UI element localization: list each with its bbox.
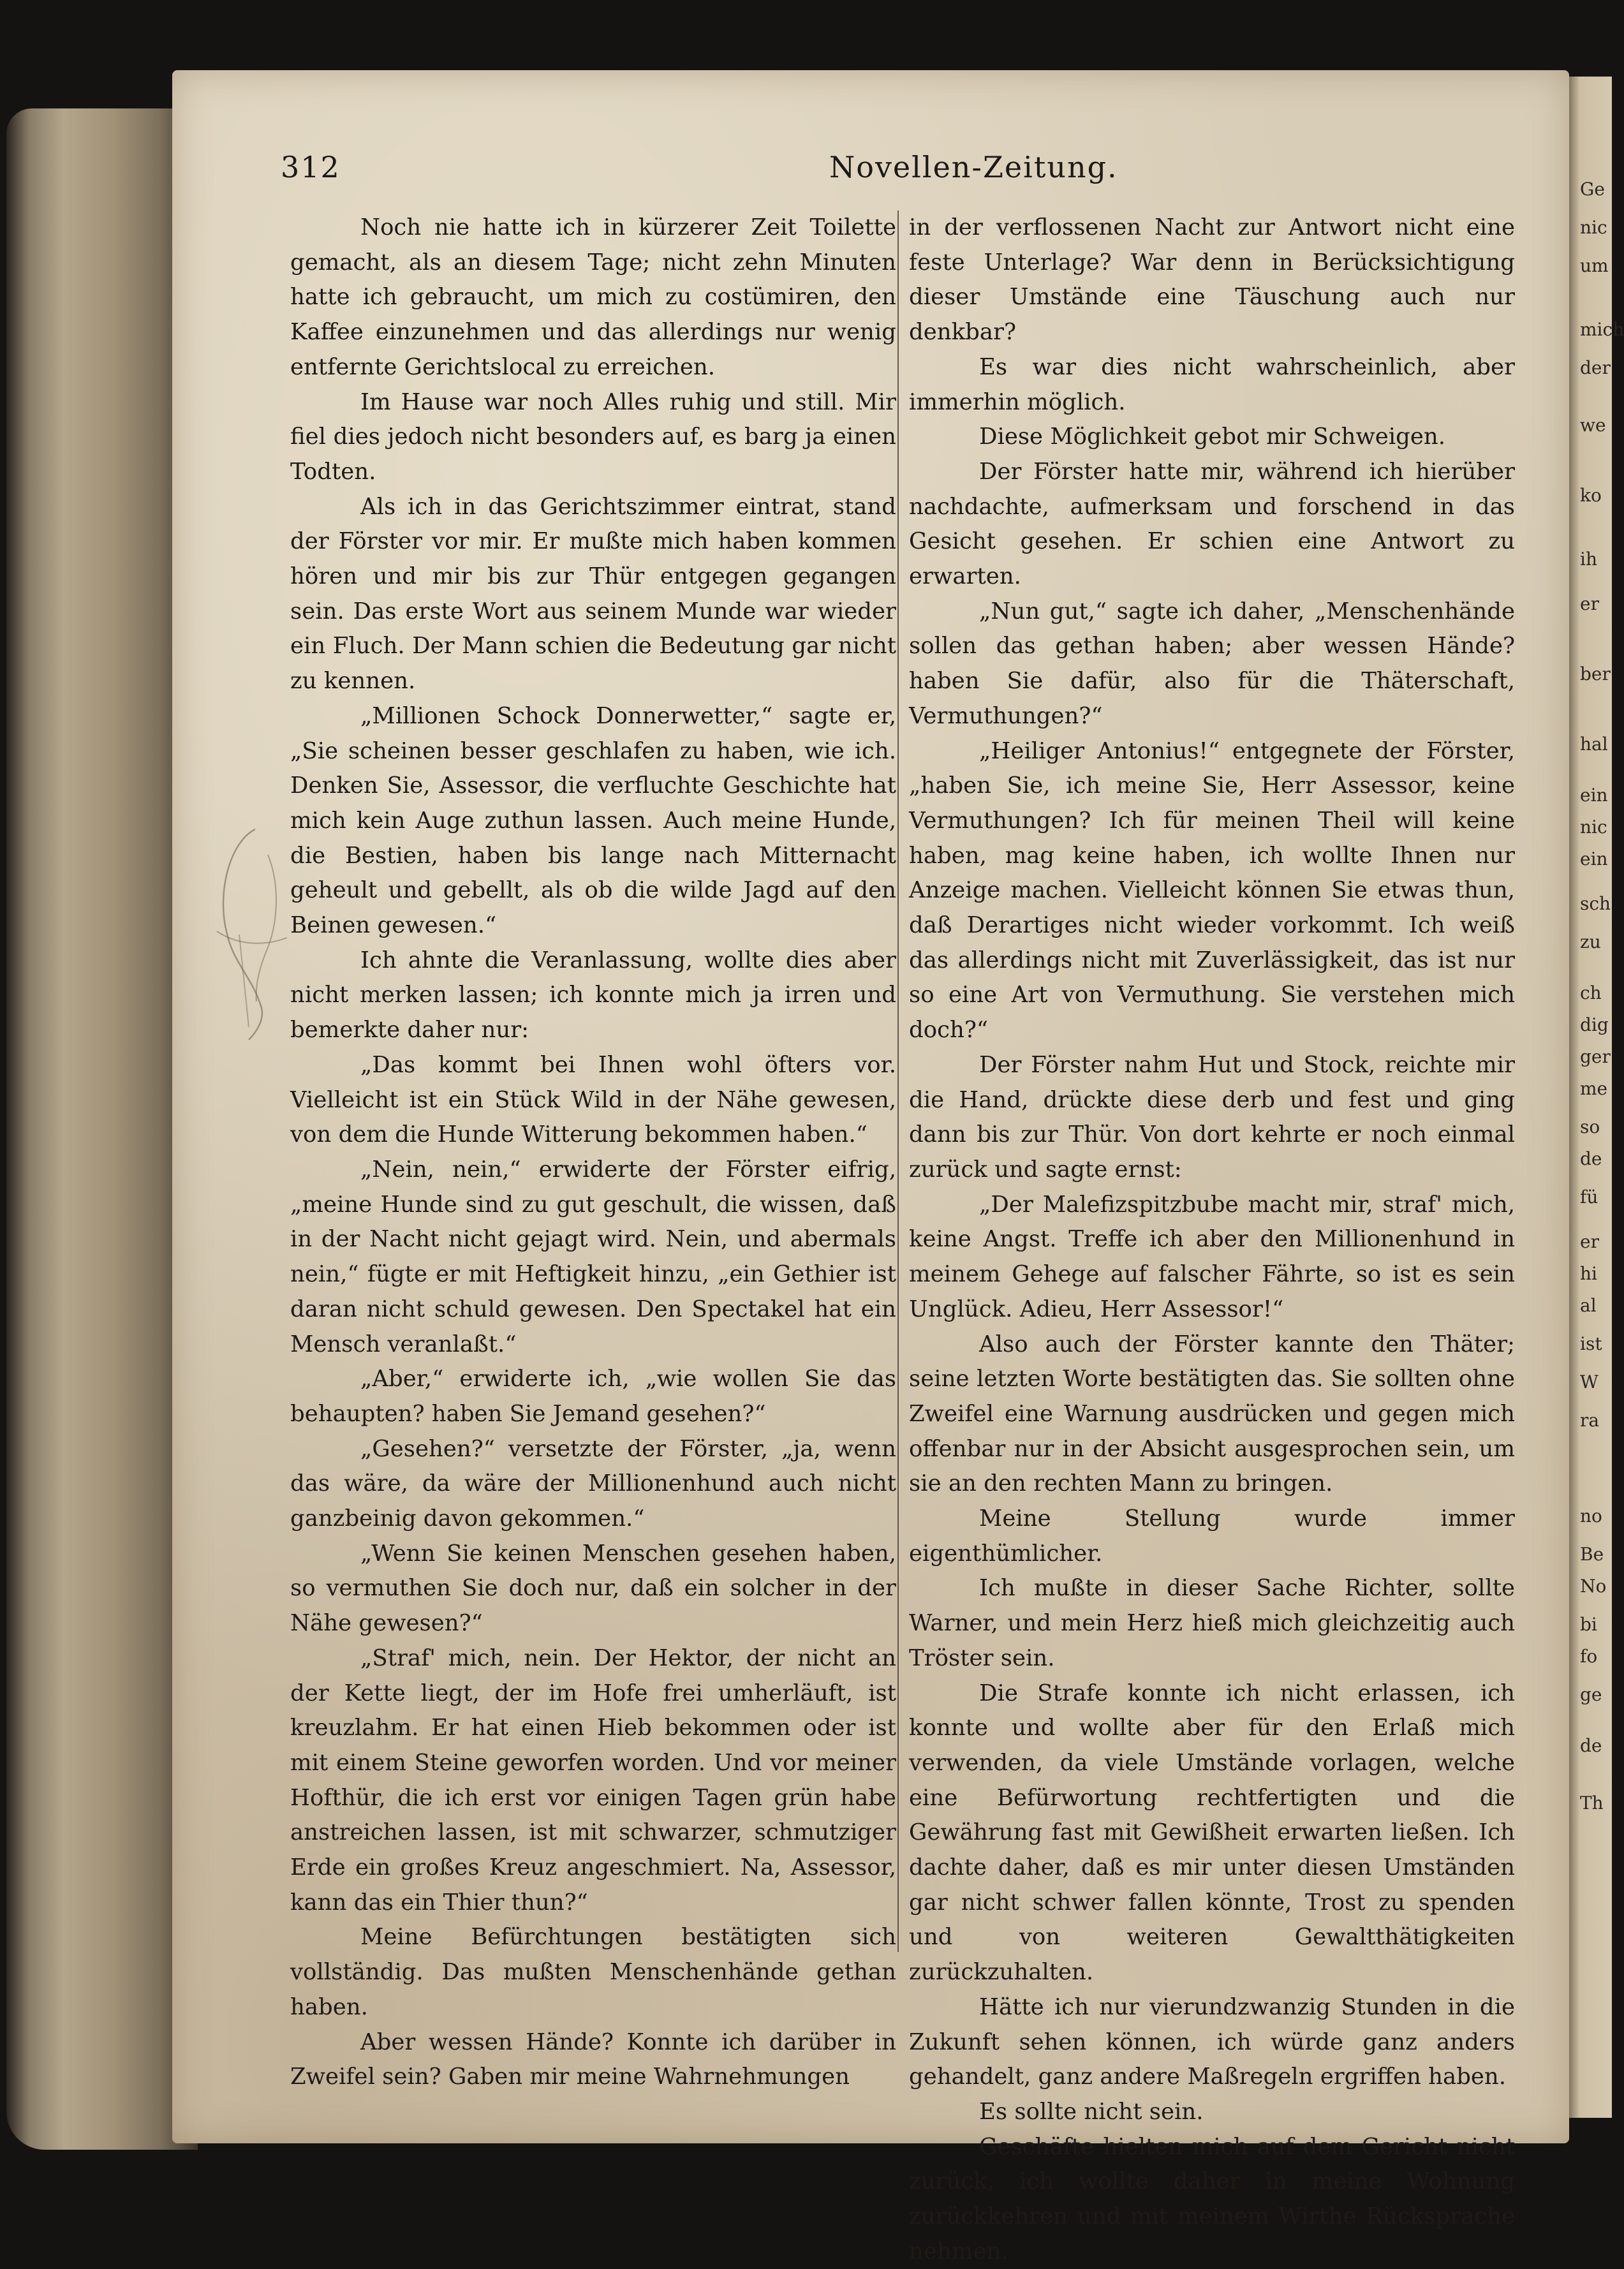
next-page-fragment: sch [1580, 893, 1611, 914]
next-page-fragment: so [1580, 1116, 1600, 1137]
right-text-column [909, 211, 1515, 2269]
page-header [281, 150, 1118, 188]
paragraph: „Straf' mich, nein. Der Hektor, der nicht an der Kette liegt, der im Hofe frei umherläuft, ist kreuzlahm. Er hat einen Hieb bekommen oder ist mit einem Steine geworfen worden. Und vor meiner Hofthür, die ich erst vor einigen Tagen grün habe anstreichen lassen, ist mit schwarzer, schmutziger Erde ein großes Kreuz angeschmiert. Na, Assessor, kann das ein Thier thun?“ [290, 1644, 896, 1916]
next-page-fragment: ra [1580, 1410, 1600, 1431]
next-page-fragment: me [1580, 1078, 1608, 1099]
paragraph: Der Förster nahm Hut und Stock, reichte mir die Hand, drückte diese derb und fest und ging dann bis zur Thür. Von dort kehrte er noch einmal zurück und sagte ernst: [909, 1051, 1515, 1183]
paragraph: Die Strafe konnte ich nicht erlassen, ich konnte und wollte aber für den Erlaß mich verwenden, da viele Umstände vorlagen, welche eine Befürwortung rechtfertigten und die Gewährung fast mit Gewißheit erwarten ließen. Ich dachte daher, daß es mir unter diesen Umständen gar nicht schwer fallen könnte, Trost zu spenden und von weiteren Gewaltthätigkeiten zurückzuhalten. [909, 1680, 1515, 1986]
next-page-fragment: hi [1580, 1263, 1597, 1284]
paragraph: „Millionen Schock Donnerwetter,“ sagte er, „Sie scheinen besser geschlafen zu haben, wie ich. Denken Sie, Assessor, die verfluchte Geschichte hat mich kein Auge zuthun lassen. Auch meine Hunde, die Bestien, haben bis lange nach Mitternacht geheult und gebellt, als ob die wilde Jagd auf den Beinen gewesen.“ [290, 702, 896, 939]
paragraph: „Der Malefizspitzbube macht mir, straf' mich, keine Angst. Treffe ich aber den Millionenhund in meinem Gehege auf falscher Fährte, so ist es sein Unglück. Adieu, Herr Assessor!“ [909, 1191, 1515, 1322]
paragraph: Meine Stellung wurde immer eigenthümlicher. [909, 1505, 1515, 1567]
paragraph: Es war dies nicht wahrscheinlich, aber immerhin möglich. [909, 353, 1515, 415]
paragraph: Noch nie hatte ich in kürzerer Zeit Toilette gemacht, als an diesem Tage; nicht zehn Minuten hatte ich gebraucht, um mich zu costümiren, den Kaffee einzunehmen und das allerdings nur wenig entfernte Gerichtslocal zu erreichen. [290, 214, 896, 380]
next-page-fragment: fü [1580, 1186, 1598, 1208]
next-page-fragment: ber [1580, 663, 1611, 684]
paragraph: Ich mußte in dieser Sache Richter, sollte Warner, und mein Herz hieß mich gleichzeitig auch Tröster sein. [909, 1575, 1515, 1671]
paragraph: Als ich in das Gerichtszimmer eintrat, stand der Förster vor mir. Er mußte mich haben kommen hören und mir bis zur Thür entgegen gegangen sein. Das erste Wort aus seinem Munde war wieder ein Fluch. Der Mann schien die Bedeutung gar nicht zu kennen. [290, 493, 896, 695]
paragraph: „Nein, nein,“ erwiderte der Förster eifrig, „meine Hunde sind zu gut geschult, die wissen, daß in der Nacht nicht gejagt wird. Nein, und abermals nein,“ fügte er mit Heftigkeit hinzu, „ein Gethier ist daran nicht schuld gewesen. Den Spectakel hat ein Mensch veranlaßt.“ [290, 1156, 896, 1357]
next-page-fragment: mich [1580, 319, 1624, 340]
page-number: 312 [281, 150, 341, 184]
next-page-fragment: al [1580, 1295, 1597, 1316]
next-page-fragment: de [1580, 1735, 1602, 1756]
next-page-fragment: der [1580, 357, 1611, 378]
paragraph: Der Förster hatte mir, während ich hierüber nachdachte, aufmerksam und forschend in das Gesicht gesehen. Er schien eine Antwort zu erwarten. [909, 458, 1515, 590]
paragraph: „Heiliger Antonius!“ entgegnete der Förster, „haben Sie, ich meine Sie, Herr Assessor, keine Vermuthungen? Ich für meinen Theil will keine haben, mag keine haben, ich wollte Ihnen nur Anzeige machen. Vielleicht können Sie etwas thun, daß Derartiges nicht wieder vorkommt. Ich weiß das allerdings nicht mit Zuverlässigkeit, das ist nur so eine Art von Vermuthung. Sie verstehen mich doch?“ [909, 737, 1515, 1044]
next-page-strip [1566, 77, 1624, 2118]
paragraph: „Das kommt bei Ihnen wohl öfters vor. Vielleicht ist ein Stück Wild in der Nähe gewesen, von dem die Hunde Witterung bekommen haben.“ [290, 1051, 896, 1148]
next-page-fragment: hal [1580, 734, 1608, 755]
paragraph: Geschäfte hielten mich auf dem Gericht nicht zurück, ich wollte daher in meine Wohnung zurückkehren und mit meinem Wirthe Rücksprache nehmen. [909, 2133, 1515, 2265]
paragraph: Also auch der Förster kannte den Thäter; seine letzten Worte bestätigten das. Sie sollten ohne Zweifel eine Warnung ausdrücken und gegen mich offenbar nur in der Absicht ausgesprochen sein, um sie an den rechten Mann zu bringen. [909, 1331, 1515, 1497]
next-page-fragment: No [1580, 1576, 1607, 1597]
next-page-fragment: Th [1580, 1792, 1604, 1814]
left-text-column [290, 211, 896, 2095]
paragraph: Diese Möglichkeit gebot mir Schweigen. [979, 424, 1446, 450]
paragraph: Im Hause war noch Alles ruhig und still. Mir fiel dies jedoch nicht besonders auf, es barg ja einen Todten. [290, 388, 896, 485]
paragraph: „Aber,“ erwiderte ich, „wie wollen Sie das behaupten? haben Sie Jemand gesehen?“ [290, 1366, 896, 1427]
next-page-fragment: ge [1580, 1684, 1602, 1705]
next-page-fragment: fo [1580, 1646, 1598, 1667]
next-page-fragment: ko [1580, 485, 1602, 506]
paragraph: „Wenn Sie keinen Menschen gesehen haben, so vermuthen Sie doch nur, daß ein solcher in der Nähe gewesen?“ [290, 1540, 896, 1637]
paragraph: Es sollte nicht sein. [979, 2098, 1204, 2125]
paragraph: „Gesehen?“ versetzte der Förster, „ja, wenn das wäre, da wäre der Millionenhund auch nicht ganzbeinig davon gekommen.“ [290, 1435, 896, 1532]
paragraph-continued: in der verflossenen Nacht zur Antwort nicht eine feste Unterlage? War denn in Berücksichtigung dieser Umstände eine Täuschung auch nur denkbar? [909, 214, 1515, 346]
next-page-fragment: ih [1580, 549, 1597, 570]
next-page-fragment: nic [1580, 817, 1607, 838]
next-page-fragment: um [1580, 255, 1609, 276]
paragraph: Meine Befürchtungen bestätigten sich vollständig. Das mußten Menschenhände gethan haben. [290, 1924, 896, 2020]
next-page-fragment: ger [1580, 1046, 1611, 1067]
next-page-fragment: zu [1580, 931, 1601, 952]
next-page-fragment: no [1580, 1505, 1602, 1526]
next-page-fragment: bi [1580, 1614, 1597, 1635]
next-page-fragment: ein [1580, 785, 1608, 806]
next-page-fragment: ist [1580, 1333, 1602, 1354]
paragraph: Aber wessen Hände? Konnte ich darüber in Zweifel sein? Gaben mir meine Wahrnehmungen [290, 2029, 896, 2090]
next-page-fragment: Be [1580, 1544, 1604, 1565]
next-page-fragment: ein [1580, 848, 1608, 869]
pencil-sketch-drawing [191, 817, 300, 1046]
paragraph: Ich ahnte die Veranlassung, wollte dies aber nicht merken lassen; ich konnte mich ja irren und bemerkte daher nur: [290, 947, 896, 1044]
paragraph: Hätte ich nur vierundzwanzig Stunden in die Zukunft sehen können, ich würde ganz anders gehandelt, ganz andere Maßregeln ergriffen haben. [909, 1993, 1515, 2090]
next-page-fragment: Ge [1580, 179, 1605, 200]
next-page-fragment: we [1580, 415, 1606, 436]
next-page-fragment: W [1580, 1371, 1598, 1393]
book-page-edges [6, 108, 198, 2150]
next-page-fragment: de [1580, 1148, 1602, 1169]
next-page-fragment: nic [1580, 217, 1607, 238]
column-divider [897, 211, 899, 1952]
running-title: Novellen-Zeitung. [829, 150, 1118, 184]
next-page-fragment: er [1580, 593, 1599, 614]
next-page-fragment: ch [1580, 982, 1602, 1003]
paragraph: „Nun gut,“ sagte ich daher, „Menschenhände sollen das gethan haben; aber wessen Hände? haben Sie dafür, also für die Thäterschaft, Vermuthungen?“ [909, 598, 1515, 729]
next-page-fragment: dig [1580, 1014, 1609, 1035]
next-page-fragment: er [1580, 1231, 1599, 1252]
